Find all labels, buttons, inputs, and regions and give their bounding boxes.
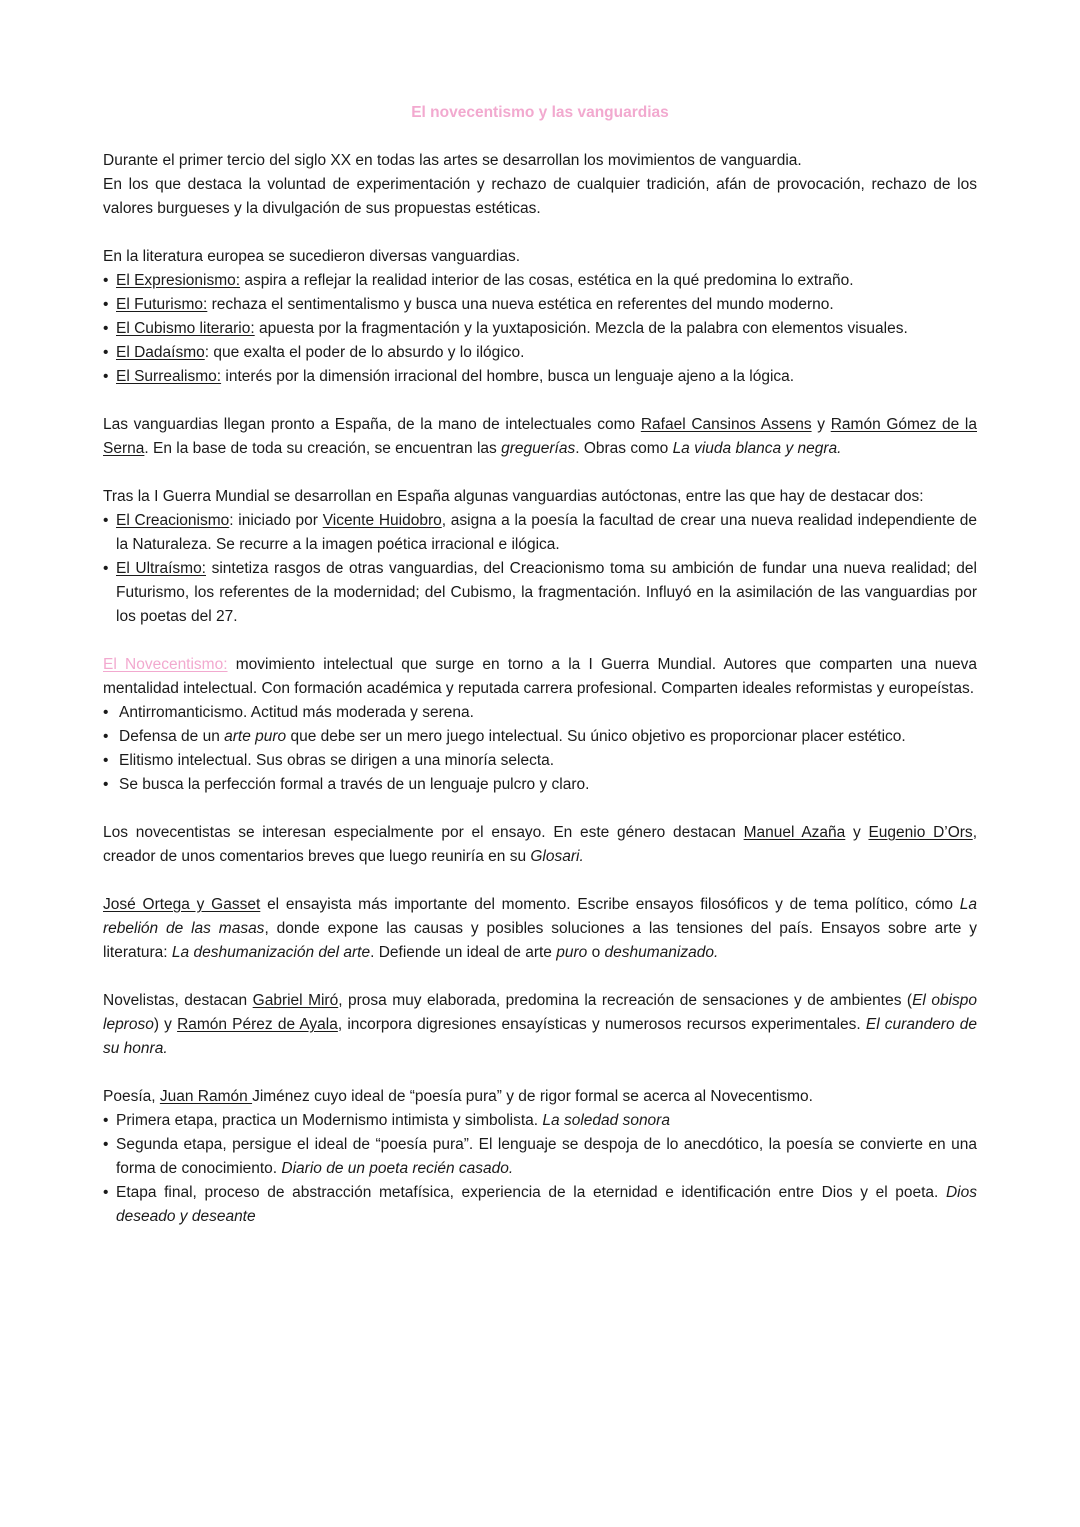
autoctonas-lead: Tras la I Guerra Mundial se desarrollan en España algunas vanguardias autóctonas, entre las que hay de destacar dos: (103, 488, 924, 505)
list-item: • Etapa final, proceso de abstracción metafísica, experiencia de la eternidad e identificación entre Dios y el poeta. Dios deseado y deseante (103, 1181, 977, 1229)
intro-paragraph (103, 149, 977, 221)
list-item: • Segunda etapa, persigue el ideal de “poesía pura”. El lenguaje se despoja de lo anecdótico, la poesía se convierte en una forma de conocimiento. Diario de un poeta recién casado. (103, 1133, 977, 1181)
author-cansinos: Rafael Cansinos Assens (640, 416, 812, 433)
work-title: La viuda blanca y negra. (672, 440, 842, 457)
autoctonas-list (103, 509, 977, 629)
list-item: • Primera etapa, practica un Modernismo intimista y simbolista. La soledad sonora (103, 1109, 977, 1133)
page-title: El novecentismo y las vanguardias (411, 104, 669, 121)
list-item: • El Dadaísmo: que exalta el poder de lo absurdo y lo ilógico. (103, 341, 977, 365)
intro-line-2: En los que destaca la voluntad de experimentación y rechazo de cualquier tradición, afán de provocación, rechazo de los valores burgueses y la divulgación de sus propuestas estéticas. (103, 176, 977, 217)
european-list (103, 269, 977, 389)
list-item: • El Creacionismo: iniciado por Vicente Huidobro, asigna a la poesía la facultad de crear una nueva realidad independiente de la Naturaleza. Se recurre a la imagen poética irracional e ilógica. (103, 509, 977, 557)
author-azana: Manuel Azaña (743, 824, 846, 841)
list-item: • Defensa de un arte puro que debe ser un mero juego intelectual. Su único objetivo es proporcionar placer estético. (103, 725, 977, 749)
poesia-section (103, 1085, 977, 1229)
author-huidobro: Vicente Huidobro (322, 512, 442, 529)
poesia-lead: Poesía, Juan Ramón Jiménez cuyo ideal de “poesía pura” y de rigor formal se acerca al Novecentismo. (103, 1088, 813, 1105)
term-expresionismo: El Expresionismo: (116, 272, 241, 289)
ensayo-paragraph: Los novecentistas se interesan especialmente por el ensayo. En este género destacan Manuel Azaña y Eugenio D’Ors, creador de unos comentarios breves que luego reuniría en su Glosari. (103, 824, 977, 865)
european-lead: En la literatura europea se sucedieron diversas vanguardias. (103, 248, 521, 265)
term-surrealismo: El Surrealismo: (116, 368, 222, 385)
term-cubismo: El Cubismo literario: (116, 320, 255, 337)
term-creacionismo: El Creacionismo (116, 512, 230, 529)
spain-paragraph: Las vanguardias llegan pronto a España, de la mano de intelectuales como Rafael Cansinos Assens y Ramón Gómez de la Serna. En la base de toda su creación, se encuentran las greguerías. Obras como La viuda blanca y negra. (103, 416, 977, 457)
list-item: • Antirromanticismo. Actitud más moderada y serena. (103, 701, 977, 725)
european-section (103, 245, 977, 389)
autoctonas-section (103, 485, 977, 629)
author-dors: Eugenio D’Ors (868, 824, 973, 841)
poesia-list (103, 1109, 977, 1229)
list-item: • El Cubismo literario: apuesta por la fragmentación y la yuxtaposición. Mezcla de la palabra con elementos visuales. (103, 317, 977, 341)
term-novecentismo: El Novecentismo: (103, 656, 228, 673)
novecentismo-paragraph: El Novecentismo: movimiento intelectual que surge en torno a la I Guerra Mundial. Autores que comparten una nueva mentalidad intelectual. Con formación académica y reputada carrera profesional. Comparten ideales reformistas y europeístas. (103, 656, 977, 697)
author-gomez-de-la-serna: Ramón Gómez de la Serna (103, 416, 977, 457)
intro-line-1: Durante el primer tercio del siglo XX en todas las artes se desarrollan los movimientos de vanguardia. (103, 152, 802, 169)
list-item: • Elitismo intelectual. Sus obras se dirigen a una minoría selecta. (103, 749, 977, 773)
ortega-paragraph: José Ortega y Gasset el ensayista más importante del momento. Escribe ensayos filosóficos y de tema político, cómo La rebelión de las masas, donde expone las causas y posibles soluciones a las tensiones del país. Ensayos sobre arte y literatura: La deshumanización del arte. Defiende un ideal de arte puro o deshumanizado. (103, 896, 977, 961)
term-dadaismo: El Dadaísmo (116, 344, 205, 361)
document-page (103, 100, 977, 1229)
author-miro: Gabriel Miró (252, 992, 339, 1009)
author-juan-ramon: Juan Ramón (159, 1088, 253, 1105)
list-item: • El Surrealismo: interés por la dimensión irracional del hombre, busca un lenguaje ajeno a la lógica. (103, 365, 977, 389)
author-ortega: José Ortega y Gasset (103, 896, 261, 913)
term-ultraismo: El Ultraísmo: (116, 560, 206, 577)
list-item: • El Futurismo: rechaza el sentimentalismo y busca una nueva estética en referentes del mundo moderno. (103, 293, 977, 317)
list-item: • El Ultraísmo: sintetiza rasgos de otras vanguardias, del Creacionismo toma su ambición de fundar una nueva realidad; del Futurismo, los referentes de la modernidad; del Cubismo, la fragmentación. Influyó en la asimilación de las vanguardias por los poetas del 27. (103, 557, 977, 629)
novelistas-paragraph: Novelistas, destacan Gabriel Miró, prosa muy elaborada, predomina la recreación de sensaciones y de ambientes (El obispo leproso) y Ramón Pérez de Ayala, incorpora digresiones ensayísticas y numerosos recursos experimentales. El curandero de su honra. (103, 992, 977, 1057)
author-perez-de-ayala: Ramón Pérez de Ayala (177, 1016, 338, 1033)
novecentismo-list (103, 701, 977, 797)
novecentismo-section (103, 653, 977, 797)
list-item: • Se busca la perfección formal a través de un lenguaje pulcro y claro. (103, 773, 977, 797)
list-item: • El Expresionismo: aspira a reflejar la realidad interior de las cosas, estética en la qué predomina lo extraño. (103, 269, 977, 293)
term-futurismo: El Futurismo: (116, 296, 208, 313)
